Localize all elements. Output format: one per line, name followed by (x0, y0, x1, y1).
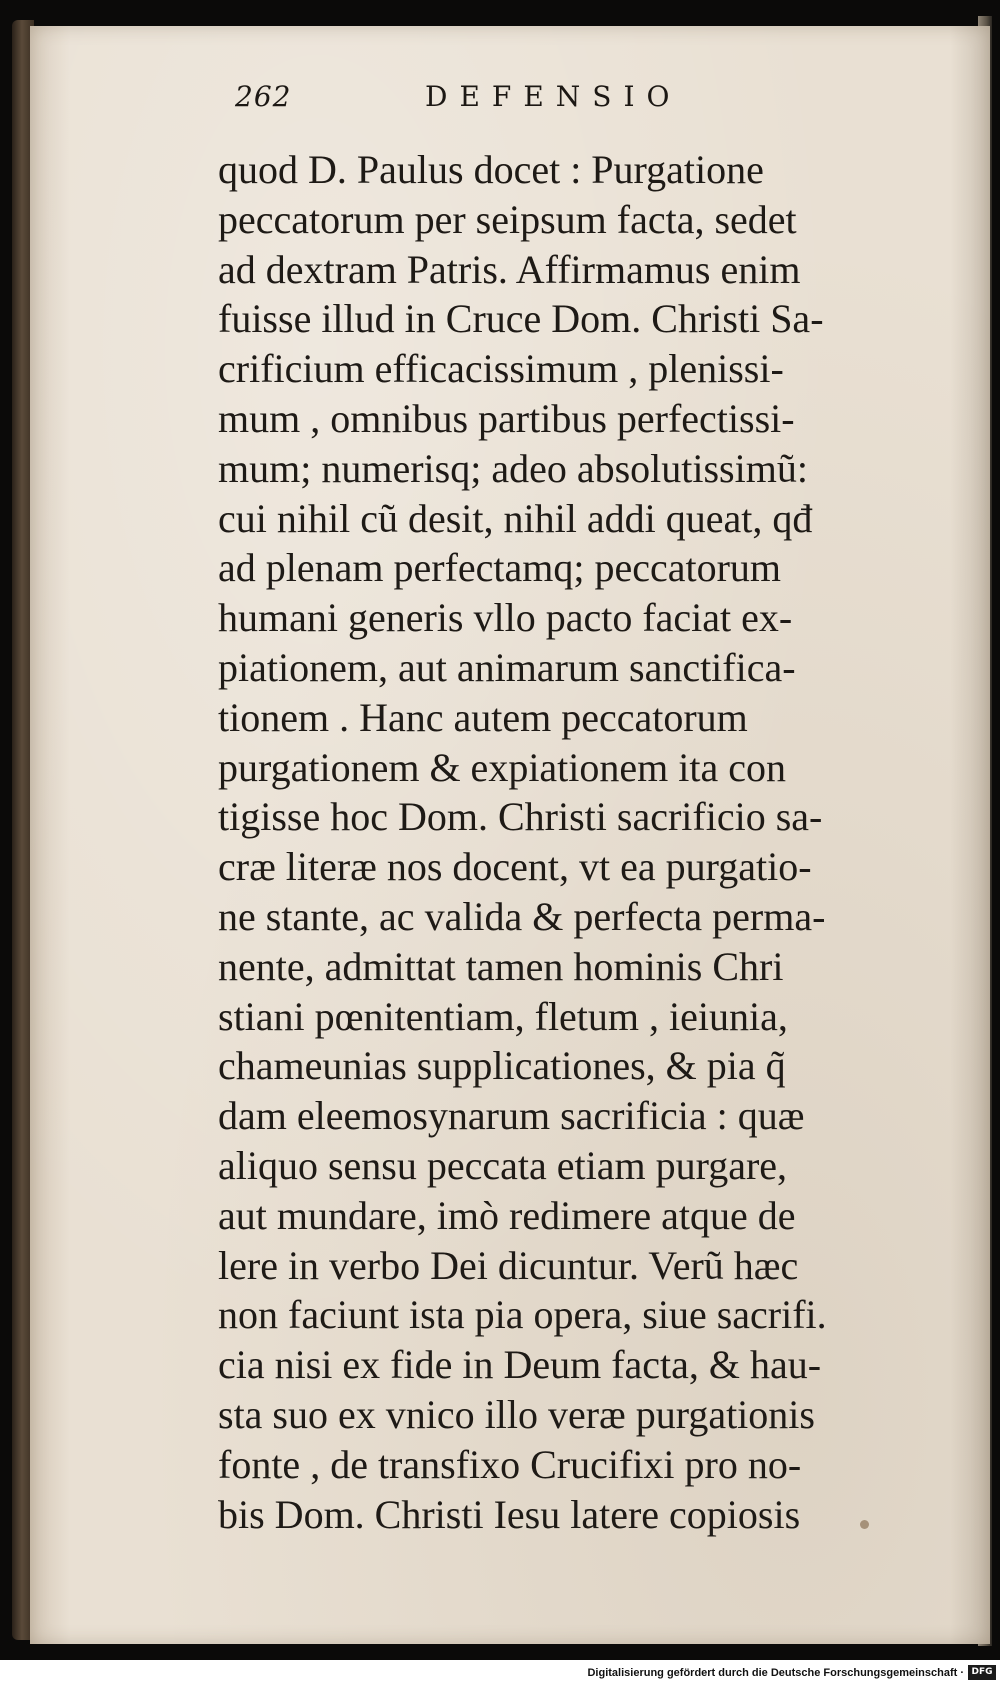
text-line: nente, admittat tamen hominis Chri (218, 943, 784, 989)
text-line: cræ literæ nos docent, vt ea purgatio- (218, 844, 812, 890)
text-line: crificium efficacissimum , plenissi- (218, 346, 784, 392)
text-line: fonte , de transfixo Crucifixi pro no- (218, 1441, 802, 1487)
text-line: mum; numerisq; adeo absolutissimũ: (218, 445, 808, 491)
text-line: piationem, aut animarum sanctifica- (218, 644, 796, 690)
digitization-footer (0, 1660, 1000, 1689)
text-line: stiani pœnitentiam, fletum , ieiunia, (218, 993, 788, 1039)
text-line: cui nihil cũ desit, nihil addi queat, qđ (218, 495, 813, 541)
text-line: non faciunt ista pia opera, siue sacrifi. (218, 1292, 827, 1338)
text-line: sta suo ex vnico illo veræ purgationis (218, 1391, 815, 1437)
dfg-logo: DFG (968, 1665, 996, 1680)
text-line: peccatorum per seipsum facta, sedet (218, 196, 797, 242)
text-line: ad dextram Patris. Affirmamus enim (218, 246, 801, 292)
text-line: chameunias supplicationes, & pia q̃ (218, 1043, 786, 1089)
text-line: purgationem & expiationem ita con (218, 744, 787, 790)
running-head (235, 80, 765, 124)
text-line: fuisse illud in Cruce Dom. Christi Sa- (218, 296, 824, 342)
page-number: 262 (235, 80, 292, 113)
text-line: tigisse hoc Dom. Christi sacrificio sa- (218, 794, 823, 840)
text-line: cia nisi ex fide in Deum facta, & hau- (218, 1342, 822, 1388)
text-line: aut mundare, imò redimere atque de (218, 1192, 796, 1238)
text-line: ad plenam perfectamq; peccatorum (218, 545, 782, 591)
text-line: dam eleemosynarum sacrificia : quæ (218, 1093, 805, 1139)
text-line: humani generis vllo pacto faciat ex- (218, 595, 793, 641)
paper-blemish (860, 1520, 869, 1529)
body-text (218, 145, 958, 1539)
funding-credit: Digitalisierung gefördert durch die Deutsche Forschungsgemeinschaft · (587, 1667, 964, 1679)
text-line: ne stante, ac valida & perfecta perma- (218, 893, 826, 939)
text-line: bis Dom. Christi Iesu latere copiosis (218, 1491, 801, 1537)
text-line: quod D. Paulus docet : Purgatione (218, 147, 764, 192)
text-line: mum , omnibus partibus perfectissi- (218, 395, 795, 441)
text-line: lere in verbo Dei dicuntur. Verũ hæc (218, 1242, 799, 1288)
text-line: tionem . Hanc autem peccatorum (218, 694, 748, 740)
text-line: aliquo sensu peccata etiam purgare, (218, 1142, 788, 1188)
running-head-title: DEFENSIO (425, 80, 682, 113)
